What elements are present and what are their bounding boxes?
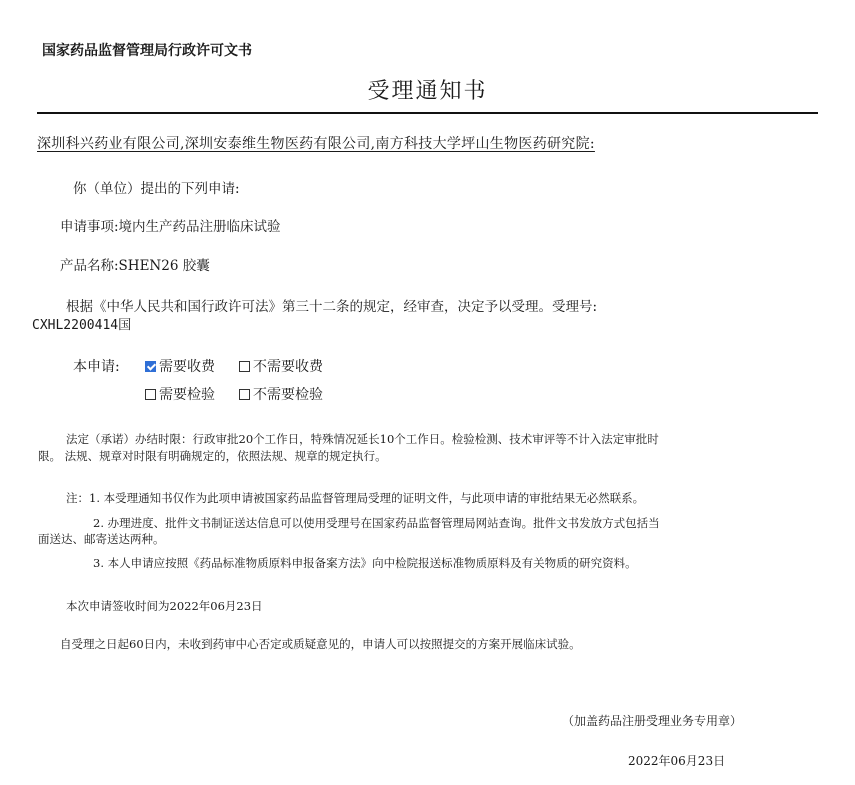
- option-label: 不需要收费: [253, 359, 323, 375]
- recipients: 深圳科兴药业有限公司,深圳安泰维生物医药有限公司,南方科技大学坪山生物医药研究院:: [37, 136, 595, 152]
- issuing-agency: 国家药品监督管理局行政许可文书: [42, 43, 252, 59]
- option-label: 需要收费: [159, 359, 215, 375]
- option-no-fee: [239, 356, 323, 376]
- checkbox-empty-icon: [239, 361, 250, 372]
- application-item: 申请事项:境内生产药品注册临床试验: [60, 219, 281, 235]
- title-divider: [37, 112, 818, 114]
- deadline-line-1: 法定（承诺）办结时限：行政审批20个工作日，特殊情况延长10个工作日。检验检测、技术审评等不计入法定审批时: [66, 432, 659, 446]
- clinical-trial-note: 自受理之日起60日内，未收到药审中心否定或质疑意见的，申请人可以按照提交的方案开展临床试验。: [60, 637, 581, 651]
- option-fee-required: [145, 356, 215, 376]
- option-label: 不需要检验: [253, 387, 323, 403]
- product-name: 产品名称:SHEN26 胶囊: [60, 258, 210, 274]
- option-no-inspection: [239, 384, 323, 404]
- deadline-line-2: 限。 法规、规章对时限有明确规定的，依照法规、规章的规定执行。: [38, 449, 387, 463]
- checkbox-empty-icon: [239, 389, 250, 400]
- receipt-time: 本次申请签收时间为2022年06月23日: [66, 599, 263, 613]
- application-label: 本申请:: [73, 359, 120, 375]
- checkbox-checked-icon: [145, 361, 156, 372]
- option-label: 需要检验: [159, 387, 215, 403]
- checkbox-empty-icon: [145, 389, 156, 400]
- acceptance-number: CXHL2200414国: [32, 318, 132, 333]
- note-1: 注：1. 本受理通知书仅作为此项申请被国家药品监督管理局受理的证明文件，与此项申请的审批结果无必然联系。: [66, 491, 645, 505]
- option-inspection-required: [145, 384, 215, 404]
- issue-date: 2022年06月23日: [628, 754, 726, 768]
- seal-note: （加盖药品注册受理业务专用章）: [562, 714, 743, 728]
- note-2-continued: 面送达、邮寄送达两种。: [38, 532, 165, 546]
- note-3: 3. 本人申请应按照《药品标准物质原料申报备案方法》向中检院报送标准物质原料及有关物质的研究资料。: [93, 556, 637, 570]
- document-title: 受理通知书: [367, 79, 488, 104]
- acceptance-basis: 根据《中华人民共和国行政许可法》第三十二条的规定，经审查，决定予以受理。受理号:: [66, 299, 598, 315]
- note-2: 2. 办理进度、批件文书制证送达信息可以使用受理号在国家药品监督管理局网站查询。批件文书发放方式包括当: [93, 516, 660, 530]
- intro-text: 你（单位）提出的下列申请:: [73, 181, 240, 197]
